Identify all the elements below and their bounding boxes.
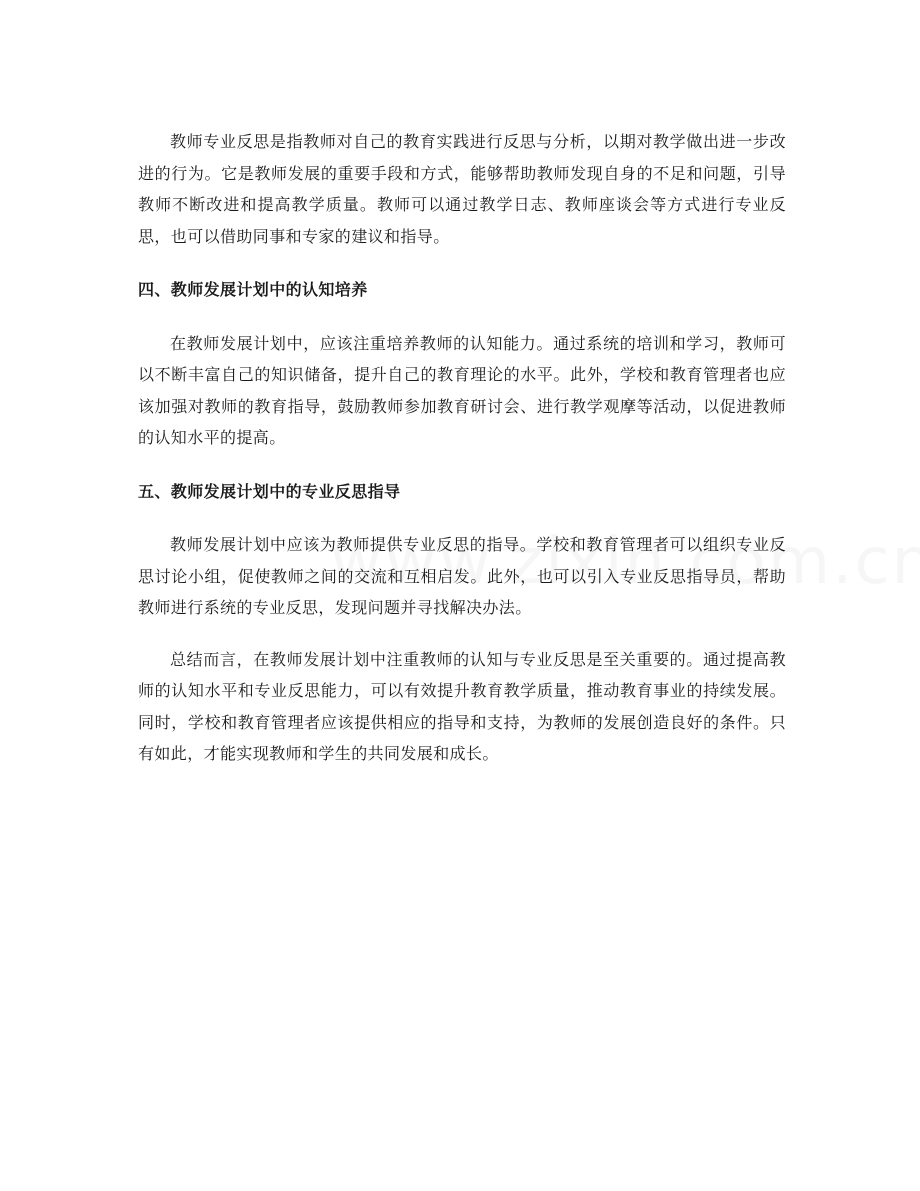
section-heading-cognitive-training: 四、教师发展计划中的认知培养 bbox=[138, 280, 368, 299]
paragraph-reflection-guidance: 教师发展计划中应该为教师提供专业反思的指导。学校和教育管理者可以组织专业反思讨论小组，促使教师之间的交流和互相启发。此外，也可以引入专业反思指导员，帮助教师进行系统的专业反思，发现问题并寻找解决办法。 bbox=[138, 535, 786, 617]
section-heading-reflection-guidance: 五、教师发展计划中的专业反思指导 bbox=[138, 481, 401, 501]
paragraph-cognitive-training: 在教师发展计划中，应该注重培养教师的认知能力。通过系统的培训和学习，教师可以不断丰富自己的知识储备，提升自己的教育理论的水平。此外，学校和教育管理者也应该加强对教师的教育指导，鼓励教师参加教育研讨会、进行教学观摩等活动，以促进教师的认知水平的提高。 bbox=[138, 333, 786, 447]
document-body bbox=[138, 126, 786, 770]
paragraph-gap bbox=[138, 624, 786, 644]
paragraph-reflection-definition: 教师专业反思是指教师对自己的教育实践进行反思与分析，以期对教学做出进一步改进的行为。它是教师发展的重要手段和方式，能够帮助教师发现自身的不足和问题，引导教师不断改进和提高教学质量。教师可以通过教学日志、教师座谈会等方式进行专业反思，也可以借助同事和专家的建议和指导。 bbox=[138, 132, 786, 246]
paragraph-conclusion: 总结而言，在教师发展计划中注重教师的认知与专业反思是至关重要的。通过提高教师的认知水平和专业反思能力，可以有效提升教育教学质量，推动教育事业的持续发展。同时，学校和教育管理者应该提供相应的指导和支持，为教师的发展创造良好的条件。只有如此，才能实现教师和学生的共同发展和成长。 bbox=[138, 649, 786, 763]
